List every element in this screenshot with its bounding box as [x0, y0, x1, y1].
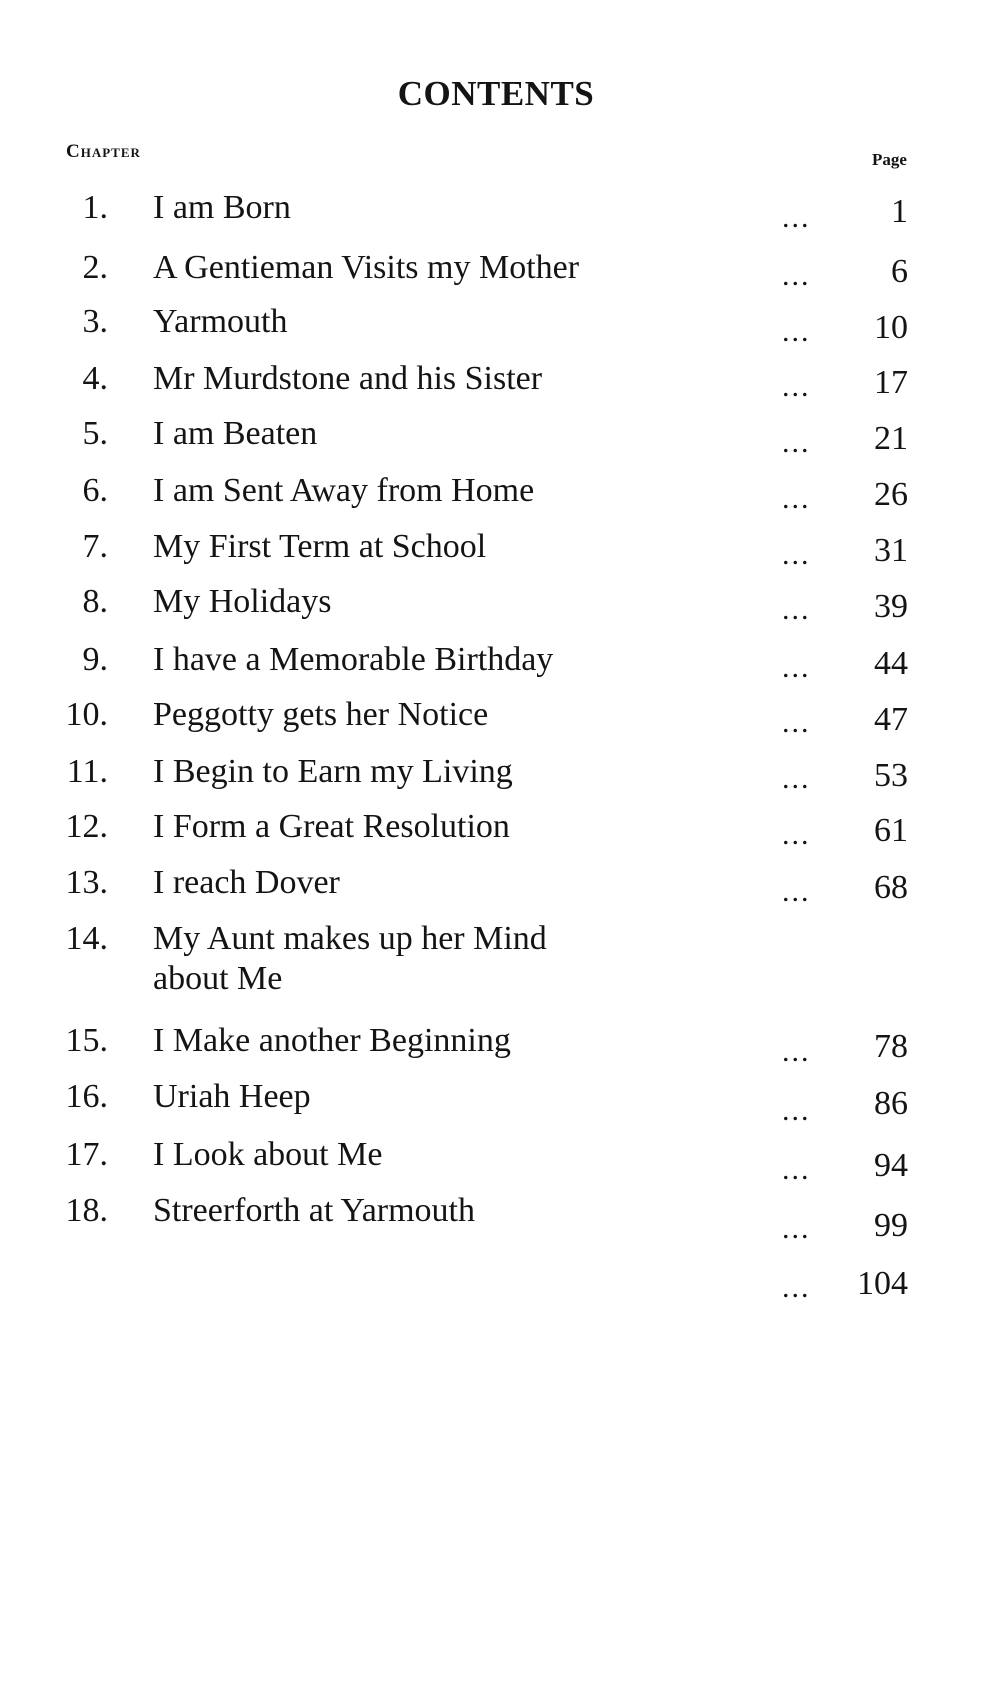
leader-dots: ... [782, 818, 811, 851]
leader-dots: ... [782, 315, 811, 348]
chapter-title: Yarmouth [153, 303, 288, 340]
leader-dots: ... [782, 706, 811, 739]
chapter-number: 18. [65, 1192, 108, 1229]
chapter-number: 17. [65, 1136, 108, 1173]
chapter-number: 11. [66, 753, 108, 790]
page-number: 21 [874, 420, 908, 457]
chapter-number: 15. [65, 1022, 108, 1059]
page-number: 1 [891, 193, 908, 230]
leader-dots: ... [782, 1212, 811, 1245]
chapter-number: 1. [82, 189, 108, 226]
chapter-title: I am Beaten [153, 415, 318, 452]
leader-dots: ... [782, 482, 811, 515]
page-number: 53 [874, 757, 908, 794]
leader-dots: ... [782, 259, 811, 292]
chapter-number: 13. [65, 864, 108, 901]
page-number: 31 [874, 532, 908, 569]
leader-dots: ... [782, 593, 811, 626]
chapter-number: 9. [82, 641, 108, 678]
chapter-number: 6. [82, 472, 108, 509]
chapter-title: My Aunt makes up her Mind about Me [153, 920, 547, 997]
chapter-title: I Form a Great Resolution [153, 808, 510, 845]
page-number: 99 [874, 1207, 908, 1244]
chapter-number: 10. [65, 696, 108, 733]
chapter-number: 8. [82, 583, 108, 620]
page-title-text: CONTENTS [397, 74, 595, 113]
chapter-number: 4. [82, 360, 108, 397]
leader-dots: ... [782, 875, 811, 908]
page-number: 39 [874, 588, 908, 625]
chapter-number: 14. [65, 920, 108, 957]
page-number: 104 [857, 1265, 908, 1302]
page-number: 86 [874, 1085, 908, 1122]
leader-dots: ... [782, 651, 811, 684]
chapter-title: Peggotty gets her Notice [153, 696, 489, 733]
chapter-number: 16. [65, 1078, 108, 1115]
leader-dots: ... [782, 1094, 811, 1127]
page-number: 47 [874, 701, 908, 738]
chapter-number: 12. [65, 808, 108, 845]
chapter-title: A Gentieman Visits my Mother [153, 249, 580, 286]
page-number: 78 [874, 1028, 908, 1065]
chapter-title: I Make another Beginning [153, 1022, 511, 1059]
page-number: 17 [874, 364, 908, 401]
chapter-title: My First Term at School [153, 528, 487, 565]
page-number: 6 [891, 253, 908, 290]
chapter-title: I have a Memorable Birthday [153, 641, 554, 678]
chapter-title: I am Born [153, 189, 291, 226]
page-column-label: Page [872, 150, 907, 169]
leader-dots: ... [782, 762, 811, 795]
chapter-title: I Begin to Earn my Living [153, 753, 513, 790]
chapter-title: I Look about Me [153, 1136, 383, 1173]
chapter-number: 7. [82, 528, 108, 565]
page-number: 26 [874, 476, 908, 513]
chapter-title: My Holidays [153, 583, 332, 620]
page-number: 44 [874, 645, 908, 682]
leader-dots: ... [782, 1153, 811, 1186]
leader-dots: ... [782, 201, 811, 234]
chapter-column-label: Chapter [66, 141, 141, 162]
page-number: 61 [874, 812, 908, 849]
page-number: 10 [874, 309, 908, 346]
leader-dots: ... [782, 538, 811, 571]
page-number: 68 [874, 869, 908, 906]
page-number: 94 [874, 1147, 908, 1184]
chapter-title: Streerforth at Yarmouth [153, 1192, 476, 1229]
chapter-title: I reach Dover [153, 864, 340, 901]
chapter-title: Mr Murdstone and his Sister [153, 360, 543, 397]
chapter-number: 2. [82, 249, 108, 286]
chapter-title: Uriah Heep [153, 1078, 311, 1115]
leader-dots: ... [782, 426, 811, 459]
chapter-number: 3. [82, 303, 108, 340]
leader-dots: ... [782, 1035, 811, 1068]
leader-dots: ... [782, 1271, 811, 1304]
chapter-number: 5. [82, 415, 108, 452]
chapter-title: I am Sent Away from Home [153, 472, 535, 509]
leader-dots: ... [782, 370, 811, 403]
